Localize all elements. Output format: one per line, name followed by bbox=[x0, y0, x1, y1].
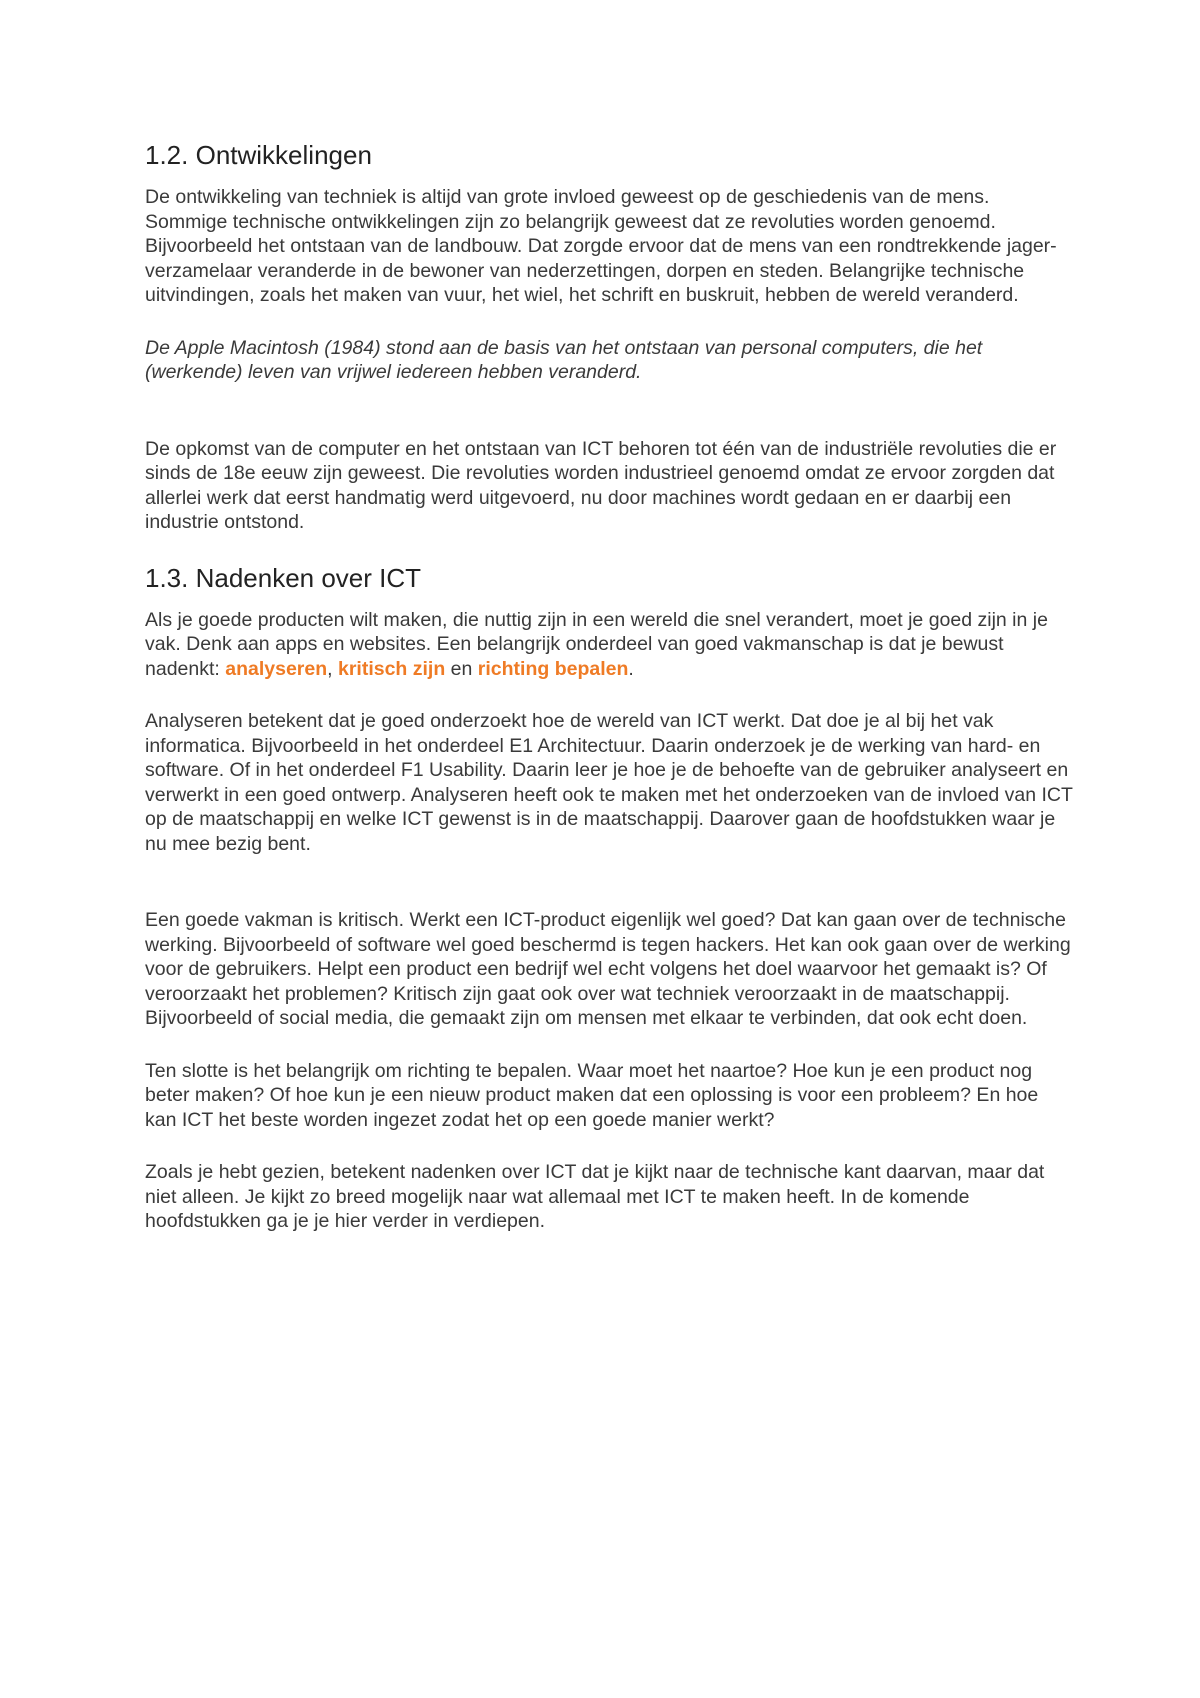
paragraph-ontwikkeling-techniek: De ontwikkeling van techniek is altijd van grote invloed geweest op de geschiedenis van de mens. Sommige technische ontwikkelingen zijn zo belangrijk geweest dat ze revoluties worden genoemd. Bijvoorbeeld het ontstaan van de landbouw. Dat zorgde ervoor dat de mens van een rondtrekkende jager-verzamelaar veranderde in de bewoner van nederzettingen, dorpen en steden. Belangrijke technische uitvindingen, zoals het maken van vuur, het wiel, het schrift en buskruit, hebben de wereld veranderd. bbox=[145, 186, 1057, 307]
spacer bbox=[145, 413, 1075, 437]
paragraph-conclusie: Zoals je hebt gezien, betekent nadenken over ICT dat je kijkt naar de technische kant daarvan, maar dat niet alleen. Je kijkt zo breed mogelijk naar wat allemaal met ICT te maken heeft. In de komende hoofdstukken ga je je hier verder in verdiepen. bbox=[145, 1161, 1045, 1233]
highlight-richting-bepalen: richting bepalen bbox=[477, 657, 629, 680]
section-heading-ontwikkelingen: 1.2. Ontwikkelingen bbox=[145, 140, 372, 170]
intro-separator-1: , bbox=[327, 657, 338, 680]
paragraph-opkomst-computer: De opkomst van de computer en het ontstaan van ICT behoren tot één van de industriële revoluties die er sinds de 18e eeuw zijn geweest. Die revoluties worden industrieel genoemd omdat ze ervoor zorgden dat allerlei werk dat eerst handmatig werd uitgevoerd, nu door machines wordt gedaan en er daarbij een industrie ontstond. bbox=[145, 437, 1057, 534]
intro-text-before: Als je goede producten wilt maken, die nuttig zijn in een wereld die snel verandert, moet je goed zijn in je vak. Denk aan apps en websites. Een belangrijk onderdeel van goed vakmanschap is dat je bewust nadenkt: bbox=[145, 608, 1048, 680]
paragraph-analyseren: Analyseren betekent dat je goed onderzoekt hoe de wereld van ICT werkt. Dat doe je al bij het vak informatica. Bijvoorbeeld in het onderdeel E1 Architectuur. Daarin onderzoek je de werking van hard- en software. Of in het onderdeel F1 Usability. Daarin leer je hoe je de behoefte van de gebruiker analyseert en verwerkt in een goed ontwerp. Analyseren heeft ook te maken met het onderzoeken van de invloed van ICT op de maatschappij en welke ICT gewenst is in de maatschappij. Daarover gaan de hoofdstukken waar je nu mee bezig bent. bbox=[145, 710, 1073, 855]
spacer bbox=[145, 884, 1075, 908]
document-content bbox=[145, 140, 1075, 1262]
image-caption-macintosh: De Apple Macintosh (1984) stond aan de basis van het ontstaan van personal computers, die het (werkende) leven van vrijwel iedereen hebben veranderd. bbox=[145, 336, 983, 384]
highlight-kritisch-zijn: kritisch zijn bbox=[337, 657, 446, 680]
highlight-analyseren: analyseren bbox=[225, 657, 328, 680]
section-heading-nadenken-ict: 1.3. Nadenken over ICT bbox=[145, 562, 422, 593]
intro-text-after: . bbox=[628, 657, 634, 680]
paragraph-richting: Ten slotte is het belangrijk om richting te bepalen. Waar moet het naartoe? Hoe kun je een product nog beter maken? Of hoe kun je een nieuw product maken dat een oplossing is voor een probleem? En hoe kan ICT het beste worden ingezet zodat het op een goede manier werkt? bbox=[145, 1059, 1039, 1131]
intro-separator-2: en bbox=[445, 657, 478, 680]
paragraph-kritisch: Een goede vakman is kritisch. Werkt een ICT-product eigenlijk wel goed? Dat kan gaan over de technische werking. Bijvoorbeeld of software wel goed beschermd is tegen hackers. Het kan ook gaan over de werking voor de gebruikers. Helpt een product een bedrijf wel echt volgens het doel waarvoor het gemaakt is? Of veroorzaakt het problemen? Kritisch zijn gaat ook over wat techniek veroorzaakt in de maatschappij. Bijvoorbeeld of social media, die gemaakt zijn om mensen met elkaar te verbinden, dat ook echt doen. bbox=[145, 909, 1071, 1030]
paragraph-intro-vakmanschap bbox=[145, 608, 1075, 682]
